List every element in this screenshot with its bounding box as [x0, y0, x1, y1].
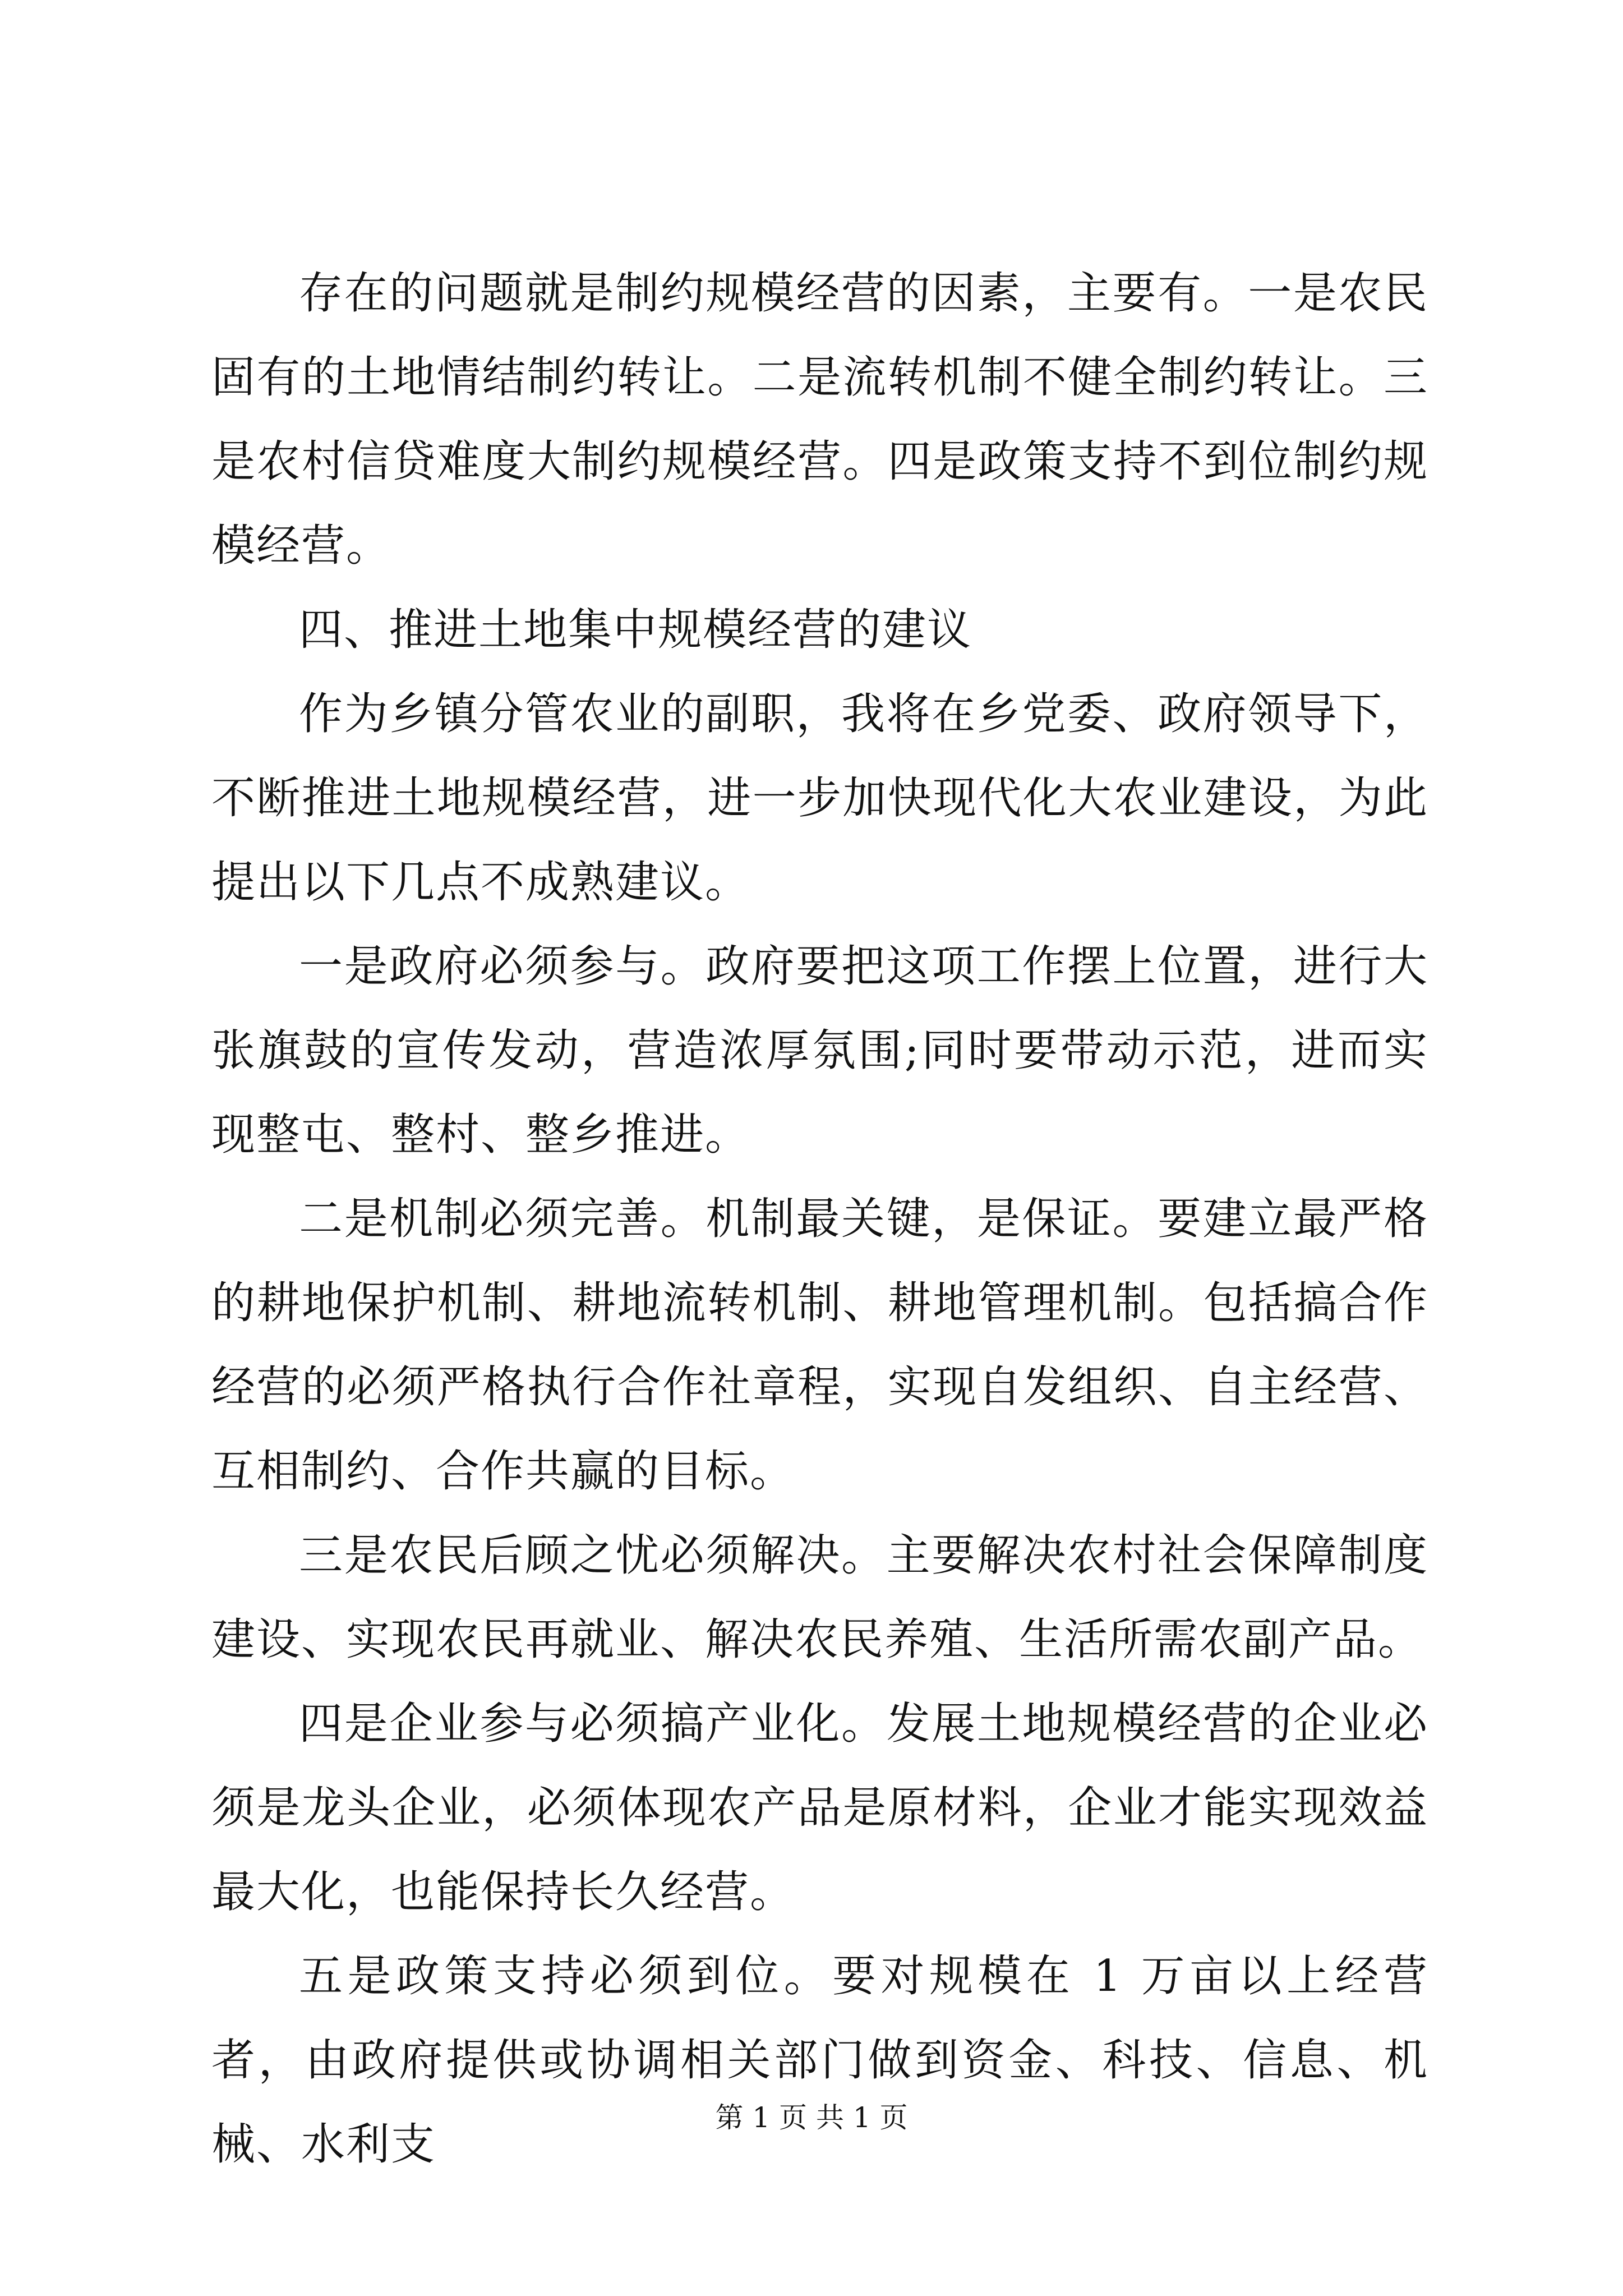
paragraph-problems: 存在的问题就是制约规模经营的因素，主要有。一是农民固有的土地情结制约转让。二是流转机制不健全制约转让。三是农村信贷难度大制约规模经营。四是政策支持不到位制约规模经营。	[211, 268, 1428, 571]
paragraph-intro: 作为乡镇分管农业的副职，我将在乡党委、政府领导下，不断推进土地规模经营，进一步加快现代化大农业建设，为此提出以下几点不成熟建议。	[211, 689, 1428, 908]
paragraph-point-4: 四是企业参与必须搞产业化。发展土地规模经营的企业必须是龙头企业，必须体现农产品是原材料，企业才能实现效益最大化，也能保持长久经营。	[211, 1699, 1428, 1917]
section-heading-suggestions: 四、推进土地集中规模经营的建议	[299, 605, 972, 655]
paragraph-point-1: 一是政府必须参与。政府要把这项工作摆上位置，进行大张旗鼓的宣传发动，营造浓厚氛围;同时要带动示范，进而实现整屯、整村、整乡推进。	[211, 941, 1428, 1160]
paragraph-point-5: 五是政策支持必须到位。要对规模在 1 万亩以上经营者，由政府提供或协调相关部门做到资金、科技、信息、机械、水利支	[211, 1951, 1428, 2170]
paragraph-point-3: 三是农民后顾之忧必须解决。主要解决农村社会保障制度建设、实现农民再就业、解决农民养殖、生活所需农副产品。	[211, 1530, 1428, 1665]
paragraph-point-2: 二是机制必须完善。机制最关键，是保证。要建立最严格的耕地保护机制、耕地流转机制、耕地管理机制。包括搞合作经营的必须严格执行合作社章程，实现自发组织、自主经营、互相制约、合作共赢的目标。	[211, 1194, 1428, 1497]
document-body	[211, 251, 1428, 2187]
page-footer: 第 1 页 共 1 页	[715, 2101, 908, 2134]
